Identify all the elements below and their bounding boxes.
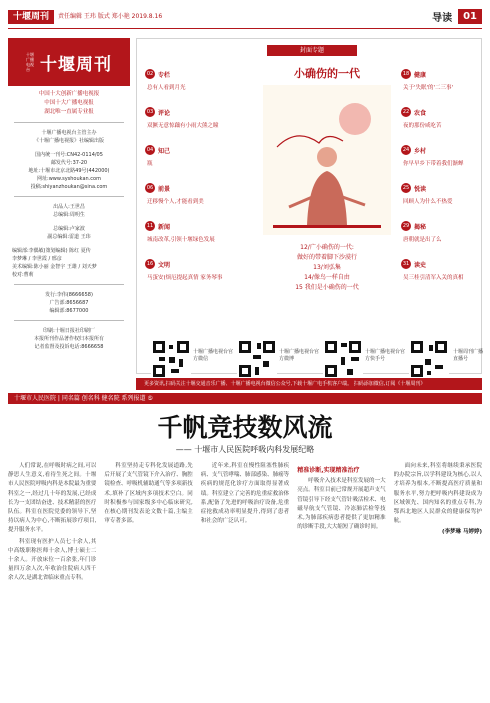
- divider: [14, 122, 124, 123]
- divider: [14, 320, 124, 321]
- info-line: 投稿:shiyanzhoukan@sina.com: [30, 184, 108, 190]
- index-number: 03: [146, 109, 154, 115]
- feature-illustration: [263, 85, 391, 235]
- index-item[interactable]: [401, 69, 481, 107]
- info-line: 地址:十堰市北京北路49号(442000): [28, 168, 110, 174]
- index-column-left: [145, 69, 255, 297]
- masthead-small: 十堰周刊: [8, 10, 54, 24]
- index-text: 回顾人为什么不热爱: [403, 199, 453, 205]
- sun-icon: [339, 103, 371, 135]
- index-number: 02: [146, 71, 154, 77]
- index-category: 乡村: [414, 147, 427, 155]
- index-number: 04: [146, 147, 154, 153]
- qr-code-icon[interactable]: [409, 339, 449, 379]
- feature-line: 15 我们是小确伤的一代: [295, 284, 359, 291]
- index-number: 18: [402, 71, 410, 77]
- divider: [14, 196, 124, 197]
- article-column: [394, 462, 482, 694]
- article-title: 千帆竞技数风流: [157, 413, 333, 442]
- masthead-title: 十堰周刊: [40, 54, 112, 75]
- left-column: [8, 38, 130, 374]
- honor-line: 中国十大创新广播电视报: [38, 91, 100, 97]
- info-line: 美术编辑:陈小丽 金智宇 王雄 / 刘天梦: [12, 264, 97, 270]
- qr-label: 十堰广播电视台官方微信: [193, 349, 234, 362]
- index-text: 马蛋安(烦厄提起真情 家务琴事: [147, 275, 223, 281]
- index-number: 25: [402, 185, 410, 191]
- article-column: [104, 462, 192, 694]
- index-category: 揭秘: [414, 223, 427, 231]
- registration-block: [8, 151, 130, 191]
- index-category: 文明: [158, 261, 171, 269]
- index-text: 迁移慢个人,才能看到美: [147, 199, 204, 205]
- info-line: 总编辑:卢家波: [53, 226, 85, 232]
- honor-line: 中国十大广播电视报: [44, 100, 94, 106]
- index-category: 悦读: [414, 185, 427, 193]
- index-category: 评论: [158, 109, 171, 117]
- qr-label: 十堰广播电视台官方微博: [279, 349, 320, 362]
- index-column-right: [401, 69, 481, 297]
- article-column: [201, 462, 289, 694]
- contact-block: [8, 291, 130, 315]
- index-text: 总有人看到月光: [147, 85, 186, 91]
- index-text: 双獗无意惊藕有小雨大熊之瞳: [147, 123, 219, 129]
- masthead: [8, 38, 130, 86]
- index-item[interactable]: [145, 107, 255, 145]
- index-category: 专栏: [158, 71, 171, 79]
- publisher-line: 十堰广播电视台主管主办: [41, 130, 97, 136]
- publisher-line: 《十堰广播电视报》社编辑出版: [33, 138, 104, 144]
- index-category: 新闻: [158, 223, 171, 231]
- article-column: [8, 462, 96, 694]
- honors-block: [8, 90, 130, 117]
- index-number: 11: [146, 223, 154, 229]
- byline: (李梦琳 马婷婷): [442, 529, 482, 536]
- info-line: 记者监督及投诉电话:8666658: [34, 344, 104, 350]
- page-header: [0, 0, 490, 38]
- info-line: 李梦琳 / 李世霞 / 邢彦: [12, 256, 62, 262]
- leaders-block: [8, 203, 130, 219]
- section-heading: 精准诊断,实现精准治疗: [297, 467, 360, 474]
- info-line: 校对:曹莉: [12, 272, 34, 278]
- figure-head: [317, 147, 337, 167]
- index-text: 吴三桂引清军入关的真相: [403, 275, 464, 281]
- index-number: 31: [402, 261, 410, 267]
- info-line: 国内统一刊号:CN42-0114/05: [35, 152, 103, 158]
- feature-line: 14/像鸟一样自由: [304, 274, 350, 281]
- index-item[interactable]: [145, 221, 255, 259]
- feature-line: 13/刘弘集: [313, 264, 341, 271]
- paragraph: 人们常说,在呼吸时病之间,可以静思人生意义,看待生死之间。十堰市人民医院呼吸内科是本院最为重要科室之一,经过几十年的发展,已经成长为一支团结奋进、技术精湛的医疗队伍。科室在医院党委的领导下,坚持以病人为中心,不断拓展诊疗项目,提升服务水平。: [8, 463, 97, 534]
- qr-label: 十堰周刊广播直播号: [453, 349, 484, 362]
- index-number: 29: [402, 223, 410, 229]
- paragraph: 近年来,科室在慢性阻塞性肺疾病、支气管哮喘、肺部感染、肺癌等疾病的规范化诊疗方面取得显著成绩。科室建立了完善的危重症救治体系,配备了先进的呼吸治疗设备,危重症抢救成功率明显提升,得到了患者和社会的广泛认可。: [200, 463, 290, 525]
- index-number: 16: [146, 261, 154, 267]
- article-body: [8, 462, 482, 694]
- qr-code-icon[interactable]: [151, 339, 191, 379]
- index-item[interactable]: [145, 183, 255, 221]
- index-category: 知己: [158, 147, 171, 155]
- index-text: 夜的那份咸吃苦: [403, 123, 442, 129]
- article-subtitle: —— 十堰市人民医院呼吸内科发展纪略: [175, 445, 315, 454]
- paragraph: 科室坚持走专科化发展道路,先后开展了支气管镜下介入治疗、胸腔镜检查、呼吸机辅助通气等多项新技术,填补了区域内多项技术空白。同时积极参与国家级多中心临床研究,在核心期刊发表论文数十篇,主编主审专著多部。: [104, 463, 193, 525]
- info-line: 网址:www.syshoukan.com: [37, 176, 101, 182]
- index-text: 城南改革,引领十堰绿色发展: [147, 237, 215, 243]
- index-category: 健康: [414, 71, 427, 79]
- article-column: [297, 462, 385, 694]
- info-line: 本报所刊作品著作权归本报所有: [33, 336, 104, 342]
- index-text: 关于'失眠'的'二三事': [403, 85, 454, 91]
- masthead-side: 十堰广播电视台: [26, 52, 34, 72]
- qr-label: 十堰广播电视台官方快手号: [365, 349, 406, 362]
- feature-line: 12/广小确伤的一代:: [300, 244, 354, 251]
- qr-code-icon[interactable]: [237, 339, 277, 379]
- info-line: 副总编辑:雷道 王玮: [47, 234, 91, 240]
- index-item[interactable]: [145, 69, 255, 107]
- feature-story[interactable]: [257, 61, 397, 335]
- qr-code-icon[interactable]: [323, 339, 363, 379]
- divider: [14, 284, 124, 285]
- paragraph: 科室现有医护人员七十余人,其中高级职称医师十余人,博士硕士二十余人。开放床位一百余张,年门诊量四万余人次,年收治住院病人四千余人次,是湖北省临床重点专科。: [8, 538, 97, 582]
- index-item[interactable]: [145, 145, 255, 183]
- index-category: 读史: [414, 261, 427, 269]
- feature-line: 做好的带着脚下沙漠行: [296, 254, 357, 261]
- info-line: 编辑部:李偶敏(策划编辑) 陈红 夏传: [12, 248, 91, 254]
- index-item[interactable]: [401, 183, 481, 221]
- info-line: 发行:李伟(8666658): [45, 292, 93, 298]
- index-item[interactable]: [401, 259, 481, 297]
- feature-title: 小确伤的一代: [294, 67, 360, 80]
- editors-block: [8, 225, 130, 241]
- index-number: 24: [402, 147, 410, 153]
- contents-index: [136, 38, 482, 374]
- info-line: 出品人:王世昌: [53, 204, 85, 210]
- index-number: 22: [402, 109, 410, 115]
- info-line: 印刷:十堰日报社印刷厂: [43, 328, 95, 334]
- article-series-strip: 十堰市人民医院 | 同名篇 创名科 健名院 系列报道 ⑤: [8, 393, 482, 404]
- info-line: 邮发代号:37-20: [50, 160, 88, 166]
- index-category: 农食: [414, 109, 427, 117]
- page-number: 01: [458, 9, 482, 24]
- index-item[interactable]: [401, 107, 481, 145]
- index-text: 瓶: [147, 161, 153, 167]
- header-right: [432, 9, 482, 24]
- feature-lines: [257, 243, 397, 293]
- index-item[interactable]: [401, 145, 481, 183]
- index-bar: 封面专题: [267, 45, 357, 56]
- index-category: 前景: [158, 185, 171, 193]
- index-text: 唐朝就是出了么: [403, 237, 442, 243]
- publisher-block: [8, 129, 130, 145]
- index-item[interactable]: [145, 259, 255, 297]
- info-line: 总编辑:周明生: [53, 212, 85, 218]
- index-text: 你早早乡下带着我们渐蝉: [403, 161, 464, 167]
- header-meta: 责任编辑 王玮 版式 郑小艳 2019.8.16: [58, 13, 163, 20]
- print-block: [8, 327, 130, 351]
- paragraph: 呼吸介入技术是科室发展的一大亮点。科室目前已常规开展超声支气管镜引导下经支气管针吸活检术、电磁导航支气管镜、冷冻肺活检等技术,为肺部疾病患者提供了更加精准的诊断手段,大大缩短了确诊时间。: [297, 478, 386, 531]
- section-label: 导读: [432, 13, 453, 24]
- info-line: 广告部:8656687: [49, 300, 89, 306]
- index-number: 06: [146, 185, 154, 191]
- qr-caption: 更多资讯,扫码关注十堰交通音乐广播、十堰广播电视台微信公众号,下载十堰广电手机客户端。 扫码添加微信,订阅《十堰周刊》: [136, 378, 482, 390]
- header-rule: [8, 28, 482, 29]
- staff-block: [8, 247, 130, 279]
- honor-line: 湖北唯一直属专业报: [44, 109, 94, 115]
- index-item[interactable]: [401, 221, 481, 259]
- info-line: 编辑部:8677000: [49, 308, 89, 314]
- paragraph: 面向未来,科室将继续秉承医院的办院宗旨,以学科建设为核心,以人才培养为根本,不断提高医疗质量和服务水平,努力把呼吸内科建设成为区域领先、国内知名的重点专科,为鄂西北地区人民群众的健康保驾护航。: [393, 463, 482, 525]
